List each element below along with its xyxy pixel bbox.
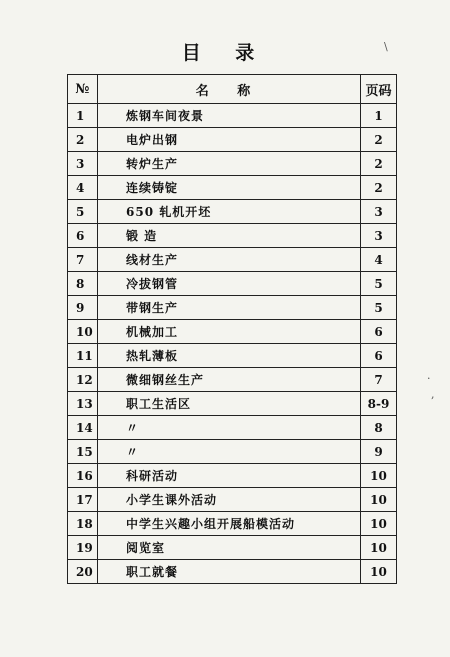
row-page: 3 [361, 200, 397, 224]
row-no: 10 [68, 320, 98, 344]
row-page: 6 [361, 320, 397, 344]
row-name: 炼钢车间夜景 [98, 104, 361, 128]
row-name: 中学生兴趣小组开展船模活动 [98, 512, 361, 536]
row-page: 8 [361, 416, 397, 440]
row-name: 小学生课外活动 [98, 488, 361, 512]
scan-speck: , [431, 388, 435, 401]
table-row [68, 368, 397, 392]
row-name: 阅览室 [98, 536, 361, 560]
row-no: 6 [68, 224, 98, 248]
row-no: 18 [68, 512, 98, 536]
row-no: 19 [68, 536, 98, 560]
row-page: 9 [361, 440, 397, 464]
row-no: 20 [68, 560, 98, 584]
row-no: 11 [68, 344, 98, 368]
row-no: 1 [68, 104, 98, 128]
row-page: 2 [361, 152, 397, 176]
table-row [68, 320, 397, 344]
table-row [68, 440, 397, 464]
header-page: 页码 [361, 75, 397, 104]
table-row [68, 392, 397, 416]
row-page: 4 [361, 248, 397, 272]
scan-speck: \ [384, 40, 388, 53]
row-page: 10 [361, 488, 397, 512]
row-no: 9 [68, 296, 98, 320]
toc-table [67, 74, 397, 584]
table-row [68, 536, 397, 560]
scan-speck: · [427, 372, 431, 385]
row-page: 10 [361, 512, 397, 536]
table-row [68, 560, 397, 584]
row-page: 10 [361, 536, 397, 560]
row-page: 8-9 [361, 392, 397, 416]
row-name: 带钢生产 [98, 296, 361, 320]
row-name: 冷拔钢管 [98, 272, 361, 296]
row-no: 15 [68, 440, 98, 464]
row-no: 12 [68, 368, 98, 392]
row-page: 3 [361, 224, 397, 248]
row-name: 650 轧机开坯 [98, 200, 361, 224]
table-row [68, 128, 397, 152]
row-no: 8 [68, 272, 98, 296]
header-name: 名 称 [98, 75, 361, 104]
row-no: 13 [68, 392, 98, 416]
table-row [68, 296, 397, 320]
table-row [68, 200, 397, 224]
row-no: 17 [68, 488, 98, 512]
table-row [68, 248, 397, 272]
table-header-row [68, 75, 397, 104]
row-page: 2 [361, 128, 397, 152]
row-no: 4 [68, 176, 98, 200]
table-row [68, 104, 397, 128]
row-no: 7 [68, 248, 98, 272]
row-name: 机械加工 [98, 320, 361, 344]
row-name: 职工就餐 [98, 560, 361, 584]
row-no: 14 [68, 416, 98, 440]
row-page: 7 [361, 368, 397, 392]
row-no: 16 [68, 464, 98, 488]
table-row [68, 488, 397, 512]
table-row [68, 344, 397, 368]
row-name: 锻 造 [98, 224, 361, 248]
row-name: 〃 [98, 440, 361, 464]
row-name: 〃 [98, 416, 361, 440]
header-no: № [68, 75, 98, 104]
row-no: 5 [68, 200, 98, 224]
row-page: 6 [361, 344, 397, 368]
row-no: 3 [68, 152, 98, 176]
row-no: 2 [68, 128, 98, 152]
table-row [68, 272, 397, 296]
table-row [68, 512, 397, 536]
row-page: 10 [361, 560, 397, 584]
page-title: 目 录 [181, 42, 269, 64]
row-page: 5 [361, 296, 397, 320]
row-page: 1 [361, 104, 397, 128]
row-page: 10 [361, 464, 397, 488]
row-page: 5 [361, 272, 397, 296]
table-row [68, 224, 397, 248]
row-name: 热轧薄板 [98, 344, 361, 368]
table-row [68, 464, 397, 488]
row-name: 职工生活区 [98, 392, 361, 416]
row-name: 科研活动 [98, 464, 361, 488]
row-name: 连续铸锭 [98, 176, 361, 200]
table-row [68, 416, 397, 440]
row-page: 2 [361, 176, 397, 200]
row-name: 微细钢丝生产 [98, 368, 361, 392]
table-row [68, 152, 397, 176]
table-row [68, 176, 397, 200]
row-name: 电炉出钢 [98, 128, 361, 152]
row-name: 线材生产 [98, 248, 361, 272]
row-name: 转炉生产 [98, 152, 361, 176]
